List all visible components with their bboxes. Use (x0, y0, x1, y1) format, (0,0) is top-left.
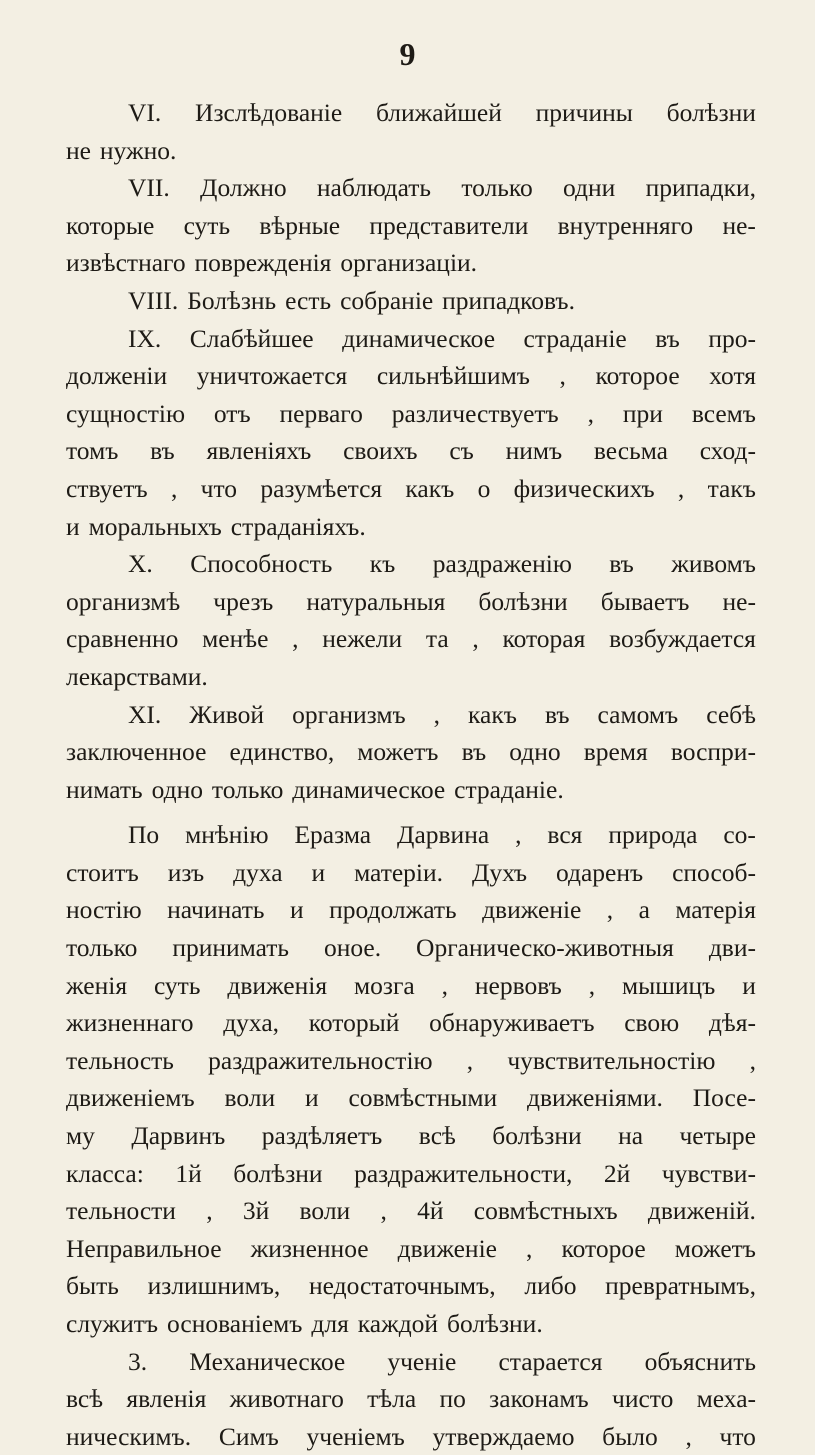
word: VI. (128, 98, 162, 127)
word: о (477, 473, 491, 503)
word: только (66, 933, 138, 963)
word: нимъ (505, 436, 563, 466)
word: Способность (190, 549, 333, 579)
word: жизненное (250, 1233, 369, 1263)
text-line (66, 545, 756, 583)
word: Посе- (692, 1083, 756, 1113)
word: заключенное (66, 737, 207, 767)
word: сущностію (66, 398, 185, 428)
word: наблюдать (316, 173, 432, 203)
text-line (66, 1380, 756, 1418)
word: либо (524, 1271, 577, 1301)
word: изъ (167, 857, 205, 887)
word: а (638, 895, 650, 925)
word: меха- (696, 1384, 756, 1414)
word: раздражительностію (208, 1045, 433, 1075)
text-line (66, 583, 756, 621)
word: совмѣстныхъ (473, 1196, 618, 1226)
word: Изслѣдованіе (195, 98, 343, 127)
text-line (66, 1079, 756, 1117)
word: превратнымъ, (605, 1271, 756, 1301)
word: движеніе (397, 1233, 497, 1263)
word: физическихъ (513, 473, 655, 503)
word: всѣ (418, 1121, 456, 1151)
word: которое (561, 1233, 646, 1263)
word: , (466, 1045, 474, 1075)
text-line (66, 169, 756, 207)
word: принимать (172, 933, 290, 963)
word: самомъ (597, 699, 679, 729)
paragraph (66, 169, 756, 282)
word: собраніе (340, 285, 434, 315)
word: по (439, 1384, 466, 1414)
word: мнѣнію (185, 820, 269, 850)
word: поврежденія (194, 248, 332, 278)
word: съ (449, 436, 474, 466)
word: можетъ (357, 737, 439, 767)
word: болѣзни (492, 1121, 582, 1151)
paragraph-gap (66, 808, 756, 816)
word: Симъ (218, 1421, 279, 1451)
word: про- (708, 323, 756, 353)
word: тельности (66, 1196, 176, 1226)
word: та (425, 624, 449, 654)
word: менѣе (202, 624, 269, 654)
word: матеріи. (354, 857, 444, 887)
word: нежели (322, 624, 403, 654)
word: чувстви- (661, 1158, 756, 1188)
paragraph (66, 696, 756, 809)
paragraph (66, 1343, 756, 1455)
word: класса: (66, 1158, 144, 1188)
word: Еразма (294, 820, 372, 850)
word: и (311, 857, 326, 887)
text-line (66, 1117, 756, 1155)
word: вѣрные (259, 210, 341, 240)
text-line (66, 733, 756, 771)
word: натуральныя (306, 586, 446, 616)
word: недостаточнымъ, (309, 1271, 496, 1301)
word: , (606, 895, 614, 925)
text-line (66, 967, 756, 1005)
word: себѣ (706, 699, 756, 729)
word: болѣзни. (447, 1309, 543, 1338)
word: , (433, 699, 441, 729)
word: страданіяхъ. (230, 511, 366, 541)
word: свою (624, 1008, 680, 1038)
word: излишнимъ, (147, 1271, 281, 1301)
word: сравненно (66, 624, 179, 654)
text-line (66, 282, 756, 320)
word: хотя (709, 361, 756, 391)
word: стоитъ (66, 857, 139, 887)
word: въ (609, 549, 634, 579)
word: , (292, 624, 299, 654)
word: было (602, 1421, 658, 1451)
word: совмѣстными (348, 1083, 498, 1113)
word: 3. (128, 1346, 148, 1376)
text-line (66, 1230, 756, 1268)
word: , (685, 1421, 692, 1451)
word: 1й (175, 1158, 202, 1188)
text-line (66, 207, 756, 245)
text-line (66, 1004, 756, 1042)
word: всѣ (66, 1384, 104, 1414)
word: которая (502, 624, 586, 654)
text-line (66, 891, 756, 929)
word: въ (461, 737, 487, 767)
word: нервовъ (474, 970, 562, 1000)
word: движенія (227, 970, 328, 1000)
word: разумѣется (260, 473, 383, 503)
word: , (526, 1233, 533, 1263)
word: и (66, 511, 80, 541)
word: что (719, 1421, 756, 1451)
word: раздраженію (432, 549, 572, 579)
word: способ- (672, 857, 756, 887)
word: мышицъ (621, 970, 716, 1000)
word: и (304, 1083, 319, 1113)
word: не- (722, 210, 756, 240)
word: къ (369, 549, 396, 579)
word: му (66, 1121, 95, 1151)
text-line (66, 244, 756, 282)
word: оное. (323, 933, 382, 963)
word: своихъ (343, 436, 418, 466)
word: перваго (279, 398, 363, 428)
word: , (206, 1196, 213, 1226)
word: продолжать (329, 895, 457, 925)
word: въ (655, 323, 680, 353)
word: суть (183, 210, 231, 240)
word: ближайшей (375, 98, 502, 127)
word: возбуждается (609, 624, 756, 654)
word: какъ (405, 473, 455, 503)
text-line (66, 1155, 756, 1193)
word: жизненнаго (66, 1008, 194, 1038)
text-line (66, 432, 756, 470)
text-line (66, 816, 756, 854)
word: Дарвина (397, 820, 490, 850)
word: Дарвинъ (131, 1121, 226, 1151)
word: ученіемъ (306, 1421, 405, 1451)
word: IX. (128, 323, 162, 353)
word: VII. (128, 173, 170, 203)
word: XI. (128, 699, 162, 729)
word: есть (285, 285, 332, 315)
text-line (66, 1042, 756, 1080)
page-number: 9 (399, 36, 416, 72)
word: 2й (603, 1158, 631, 1188)
word: начинать (167, 895, 265, 925)
word: страданіе. (454, 774, 564, 804)
paragraph (66, 320, 756, 546)
word: не- (722, 586, 756, 616)
word: причины (535, 98, 633, 127)
word: такъ (707, 473, 756, 503)
word: , (515, 820, 522, 850)
word: припадки, (645, 173, 756, 203)
word: Духъ (471, 857, 528, 887)
word: дви- (708, 933, 756, 963)
text-line (66, 854, 756, 892)
word: страданіе (523, 323, 627, 353)
word: , (559, 361, 566, 391)
word: духа, (223, 1008, 280, 1038)
word: тѣла (367, 1384, 417, 1414)
word: движеніями. (527, 1083, 663, 1113)
word: Органическо-животныя (416, 933, 674, 963)
word: , (677, 473, 685, 503)
word: тельность (66, 1045, 174, 1075)
word: воспри- (670, 737, 756, 767)
word: воли (299, 1196, 351, 1226)
text-line (66, 658, 756, 696)
word: матерія (675, 895, 756, 925)
word: Механическое (189, 1346, 346, 1376)
word: томъ (66, 436, 119, 466)
body-text (66, 94, 756, 1455)
word: динамическое (342, 323, 496, 353)
text-line (66, 771, 756, 809)
word: одно (151, 774, 203, 804)
word: для (311, 1309, 349, 1338)
word: организмѣ (66, 586, 181, 616)
word: быть (66, 1271, 119, 1301)
word: основаніемъ (166, 1309, 303, 1338)
word: каждой (357, 1309, 439, 1338)
text-line (66, 620, 756, 658)
word: извѣстнаго (66, 248, 186, 278)
word: которое (595, 361, 680, 391)
word: , (170, 473, 178, 503)
word: ученіе (387, 1346, 457, 1376)
word: суть (153, 970, 201, 1000)
word: Слабѣйшее (189, 323, 314, 353)
word: динамическое (292, 774, 446, 804)
paragraph (66, 282, 756, 320)
text-line (66, 696, 756, 734)
word: движеніемъ (66, 1083, 195, 1113)
word: чувствительностію (507, 1045, 716, 1075)
word: старается (498, 1346, 603, 1376)
word: Живой (189, 699, 265, 729)
word: весьма (593, 436, 668, 466)
word: отъ (213, 398, 251, 428)
word: болѣзни (478, 586, 568, 616)
word: X. (128, 549, 153, 579)
word: бываетъ (600, 586, 690, 616)
word: припадковъ. (442, 285, 575, 315)
word: время (583, 737, 648, 767)
word: ствуетъ (66, 473, 148, 503)
word: и (742, 970, 756, 1000)
paragraph (66, 545, 756, 695)
word: 4й (417, 1196, 444, 1226)
word: всемъ (691, 398, 756, 428)
word: , (749, 1045, 756, 1075)
word: чисто (612, 1384, 674, 1414)
word: VIII. (128, 285, 179, 315)
word: что (200, 473, 238, 503)
word: женія (66, 970, 128, 1000)
word: вся (547, 820, 583, 850)
word: духа (233, 857, 283, 887)
word: утверждаемо (432, 1421, 575, 1451)
text-line (66, 94, 756, 132)
word: въ (544, 699, 570, 729)
word: нимать (66, 774, 143, 804)
word: различествуетъ (391, 398, 559, 428)
word: раздѣляетъ (261, 1121, 383, 1151)
word: природа (608, 820, 698, 850)
word: Неправильное (66, 1233, 222, 1263)
word: ническимъ. (66, 1421, 192, 1451)
text-line (66, 320, 756, 358)
word: , (441, 970, 448, 1000)
text-line (66, 1192, 756, 1230)
word: живомъ (671, 549, 756, 579)
word: , (472, 624, 479, 654)
word: представители (369, 210, 529, 240)
word: раздражительности, (354, 1158, 573, 1188)
word: Болѣзнь (187, 285, 277, 315)
text-line (66, 470, 756, 508)
word: со- (723, 820, 756, 850)
word: какъ (468, 699, 517, 729)
word: организаціи. (340, 248, 478, 278)
word: движеній. (647, 1196, 756, 1226)
word: на (618, 1121, 644, 1151)
word: законамъ (489, 1384, 589, 1414)
text-line (66, 1343, 756, 1381)
word: сход- (699, 436, 756, 466)
word: обнаруживаетъ (429, 1008, 595, 1038)
text-line (66, 1418, 756, 1455)
word: и (289, 895, 304, 925)
text-line (66, 1267, 756, 1305)
word: мозга (353, 970, 415, 1000)
word: По (128, 820, 160, 850)
text-line (66, 1305, 756, 1343)
word: не (66, 135, 91, 165)
word: служитъ (66, 1309, 159, 1338)
word: болѣзни (666, 98, 756, 127)
word: организмъ (292, 699, 406, 729)
paragraph (66, 816, 756, 1342)
word: можетъ (674, 1233, 756, 1263)
word: объяснить (644, 1346, 756, 1376)
word: нужно. (99, 135, 177, 165)
word: чрезъ (213, 586, 274, 616)
word: который (308, 1008, 400, 1038)
word: только (461, 173, 533, 203)
word: единство, (229, 737, 335, 767)
word: , (587, 398, 594, 428)
word: моральныхъ (88, 511, 222, 541)
word: долженіи (66, 361, 168, 391)
word: , (380, 1196, 387, 1226)
word: ностію (66, 895, 142, 925)
text-line (66, 395, 756, 433)
text-line (66, 357, 756, 395)
word: которые (66, 210, 155, 240)
word: животнаго (229, 1384, 344, 1414)
word: при (622, 398, 663, 428)
word: воли (224, 1083, 276, 1113)
word: одни (563, 173, 616, 203)
word: четыре (679, 1121, 756, 1151)
text-line (66, 929, 756, 967)
word: дѣя- (708, 1008, 756, 1038)
word: , (588, 970, 596, 1000)
word: Должно (200, 173, 287, 203)
word: явленіяхъ (206, 436, 312, 466)
word: сильнѣйшимъ (376, 361, 530, 391)
word: только (211, 774, 284, 804)
word: явленія (126, 1384, 207, 1414)
word: въ (150, 436, 175, 466)
text-line (66, 132, 756, 170)
word: лекарствами. (66, 661, 208, 691)
word: одно (509, 737, 561, 767)
text-line (66, 508, 756, 546)
word: одаренъ (555, 857, 644, 887)
paragraph (66, 94, 756, 169)
word: движеніе (482, 895, 582, 925)
word: болѣзни (233, 1158, 323, 1188)
word: 3й (242, 1196, 270, 1226)
word: уничтожается (196, 361, 348, 391)
word: внутренняго (557, 210, 694, 240)
